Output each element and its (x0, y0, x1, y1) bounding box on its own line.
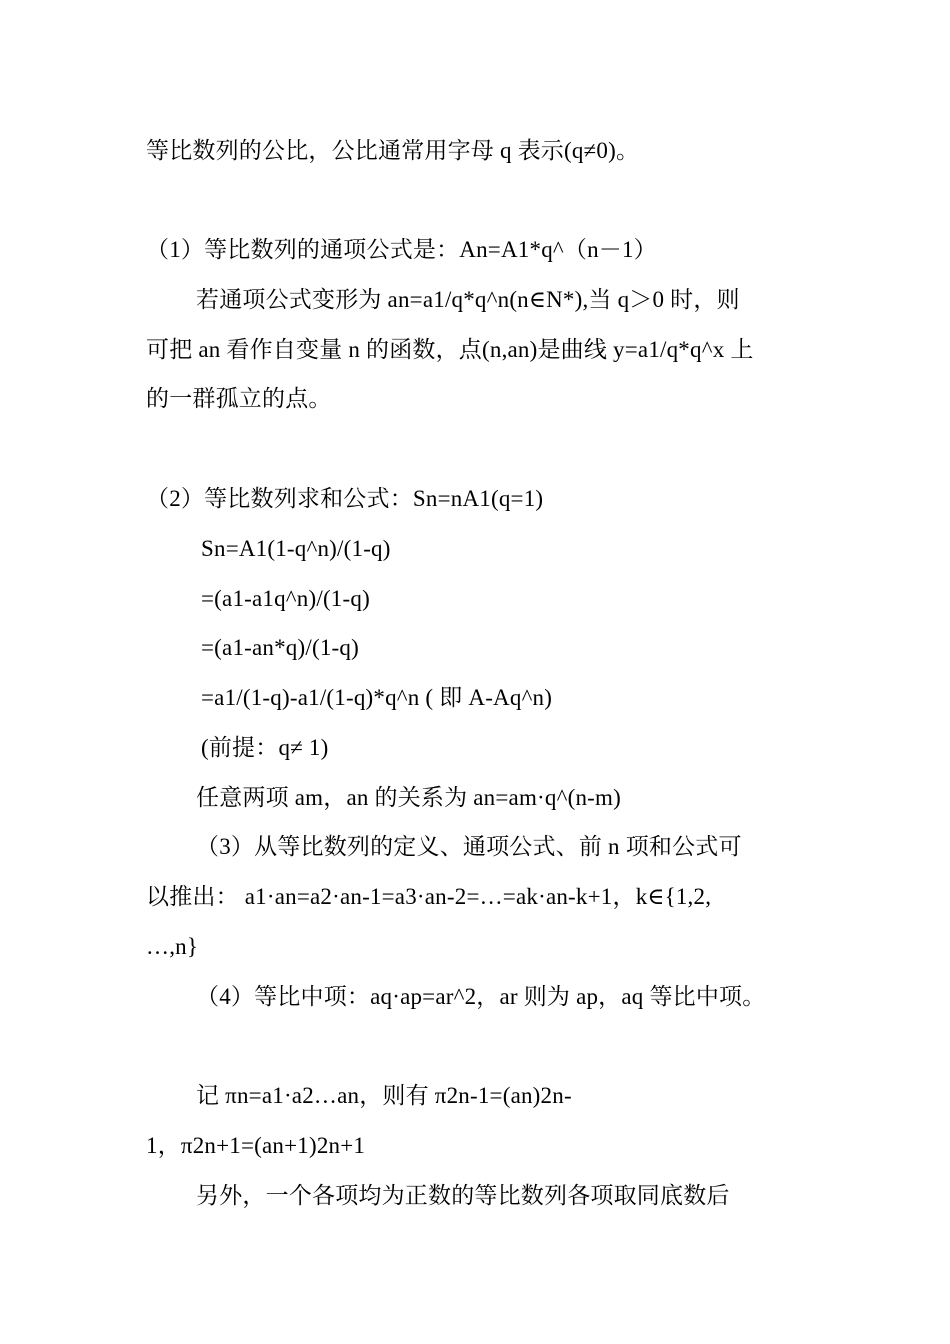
text-line: （1）等比数列的通项公式是：An=A1*q^（n－1） (146, 237, 657, 262)
text-line: 的一群孤立的点。 (146, 386, 332, 411)
text-line: 任意两项 am，an 的关系为 an=am·q^(n-m) (196, 785, 621, 810)
text-line: 若通项公式变形为 an=a1/q*q^n(n∈N*),当 q＞0 时，则 (196, 287, 740, 312)
text-line: 等比数列的公比，公比通常用字母 q 表示(q≠0)。 (146, 138, 640, 163)
text-line: =(a1-a1q^n)/(1-q) (201, 586, 370, 611)
text-line: （3）从等比数列的定义、通项公式、前 n 项和公式可 (196, 834, 742, 859)
text-line: =(a1-an*q)/(1-q) (201, 635, 359, 660)
text-line: …,n} (146, 934, 199, 959)
text-line: =a1/(1-q)-a1/(1-q)*q^n ( 即 A-Aq^n) (201, 685, 553, 710)
text-line: 记 πn=a1·a2…an，则有 π2n-1=(an)2n- (196, 1083, 572, 1108)
text-line: 可把 an 看作自变量 n 的函数，点(n,an)是曲线 y=a1/q*q^x 上 (146, 337, 754, 362)
text-line: 以推出： a1·an=a2·an-1=a3·an-2=…=ak·an-k+1，k∈{1,2, (146, 884, 712, 909)
text-line: 另外，一个各项均为正数的等比数列各项取同底数后 (196, 1183, 730, 1208)
text-line: （4）等比中项：aq·ap=ar^2，ar 则为 ap，aq 等比中项。 (196, 984, 766, 1009)
text-line: 1，π2n+1=(an+1)2n+1 (146, 1133, 366, 1158)
text-line: Sn=A1(1-q^n)/(1-q) (201, 536, 391, 561)
text-line: （2）等比数列求和公式：Sn=nA1(q=1) (146, 486, 544, 511)
text-line: (前提：q≠ 1) (201, 735, 329, 760)
